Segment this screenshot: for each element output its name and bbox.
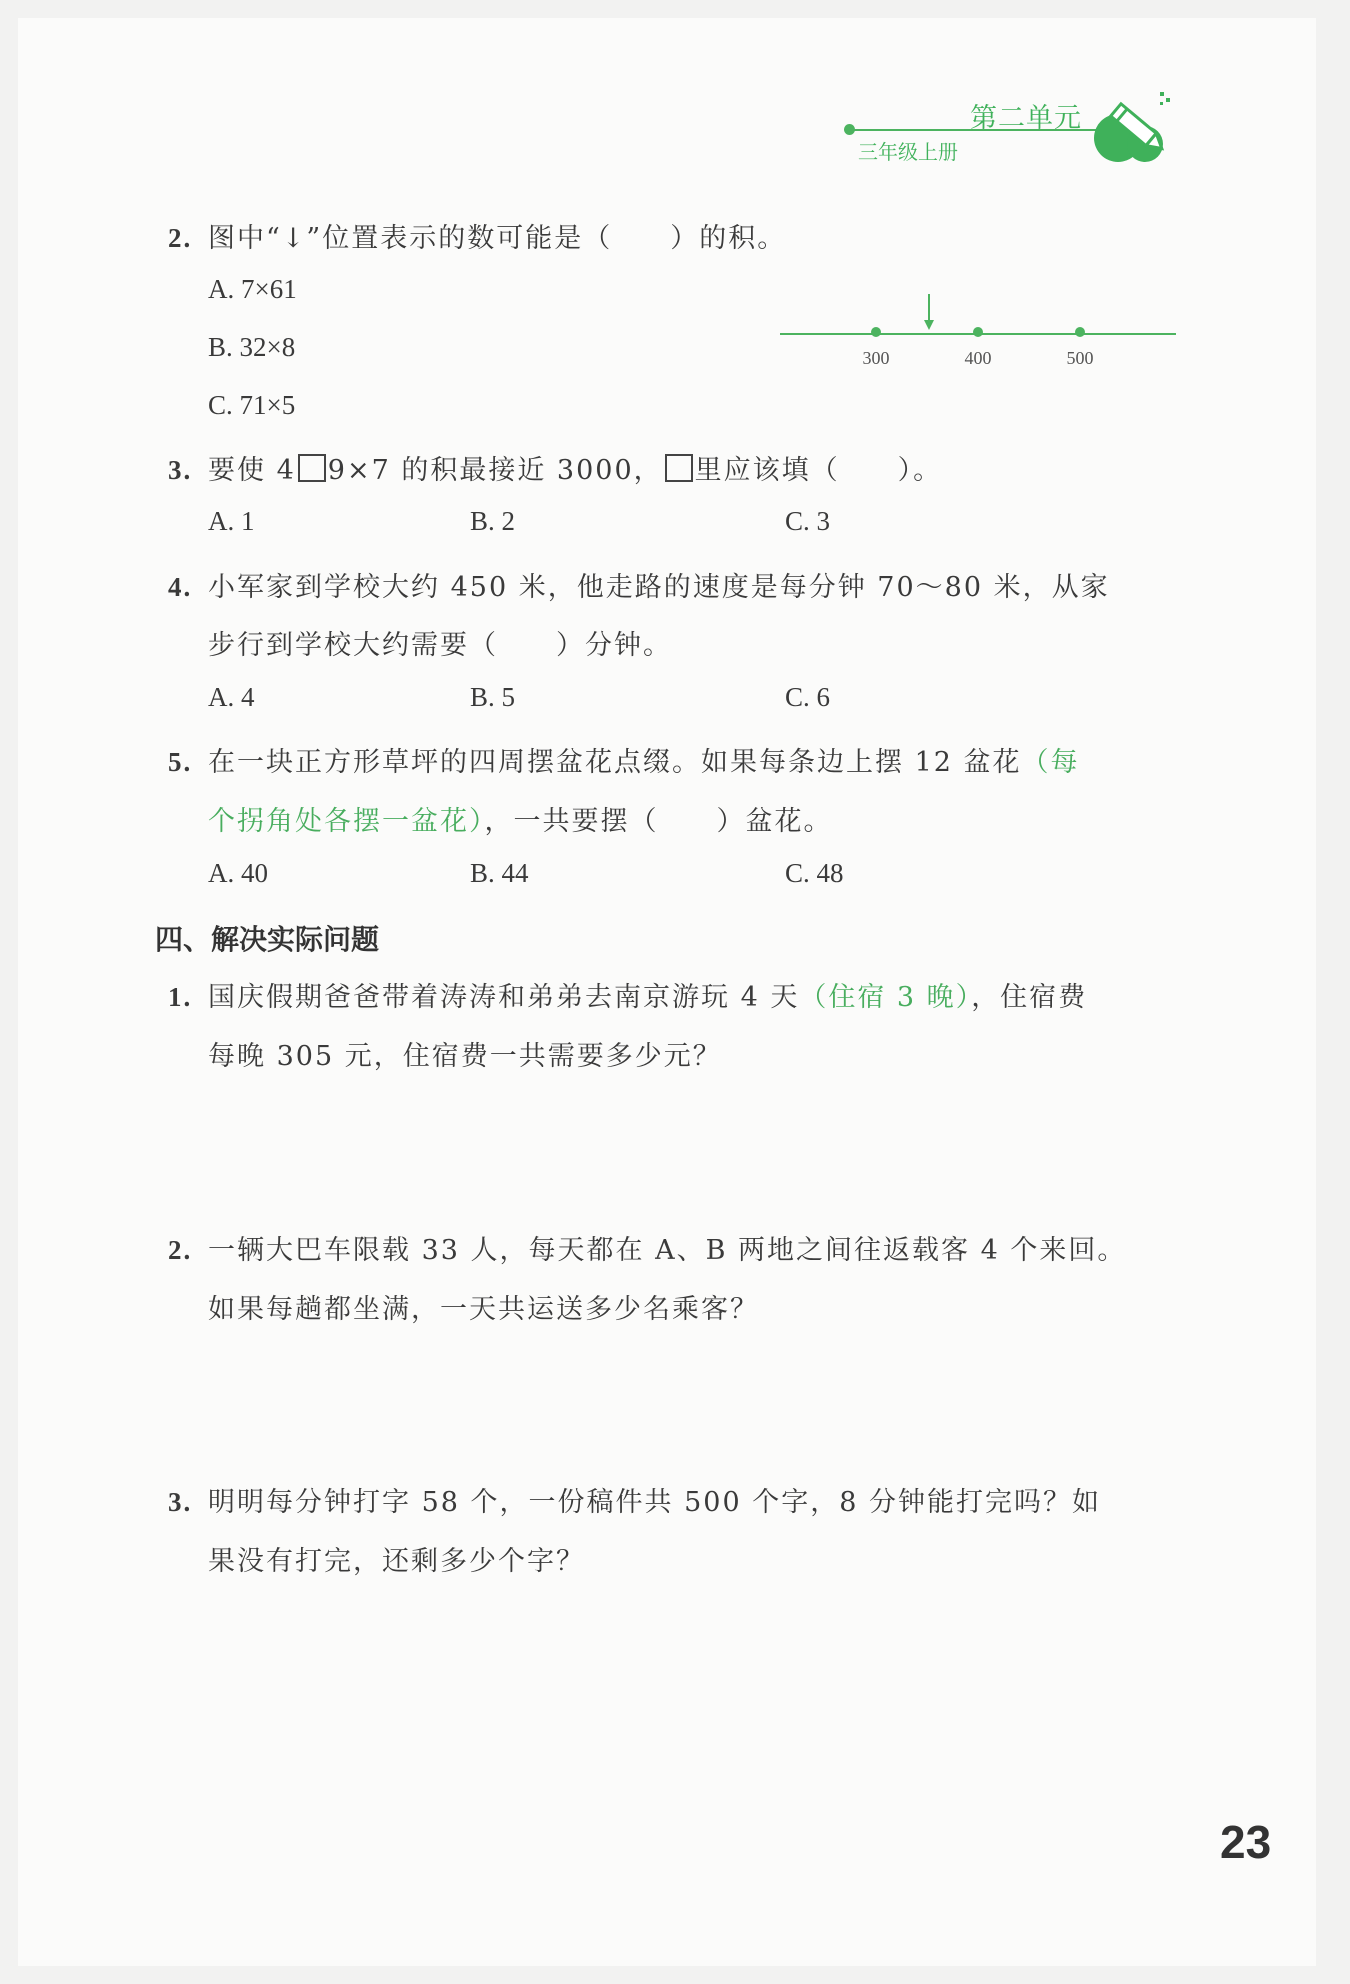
tick-dot-400 xyxy=(973,327,983,337)
problem-1-line-2: 每晚 305 元，住宿费一共需要多少元？ xyxy=(208,1041,722,1072)
question-4-line-2: 步行到学校大约需要（ ）分钟。 xyxy=(208,630,672,661)
question-number: 2. xyxy=(168,223,193,253)
problem-number: 2. xyxy=(168,1235,193,1265)
question-text-part-2: 9×7 的积最接近 3000， xyxy=(327,455,663,486)
tick-dot-500 xyxy=(1075,327,1085,337)
q2-option-c: C. 71×5 xyxy=(208,390,296,420)
problem-2-line-2: 如果每趟都坐满，一天共运送多少名乘客？ xyxy=(208,1294,759,1325)
q4-option-b: B. 5 xyxy=(470,682,516,712)
problem-text-line-1: 明明每分钟打字 58 个，一份稿件共 500 个字，8 分钟能打完吗？如 xyxy=(208,1487,1101,1518)
question-text: 图中“↓”位置表示的数可能是（ ）的积。 xyxy=(208,223,787,254)
question-3 xyxy=(168,448,942,487)
blank-box xyxy=(298,454,326,482)
pencil-logo-icon xyxy=(1090,88,1180,168)
problem-3 xyxy=(168,1480,1101,1519)
q2-option-a: A. 7×61 xyxy=(208,274,297,304)
q2-option-b: B. 32×8 xyxy=(208,332,296,362)
grade-label: 三年级上册 xyxy=(858,140,958,164)
tick-label-300: 300 xyxy=(862,348,890,368)
down-arrow-icon xyxy=(924,294,934,330)
tick-label-500: 500 xyxy=(1066,348,1094,368)
tick-label-400: 400 xyxy=(964,348,992,368)
q4-option-a: A. 4 xyxy=(208,682,255,712)
question-number: 4. xyxy=(168,572,193,602)
problem-3-line-2: 果没有打完，还剩多少个字？ xyxy=(208,1546,585,1577)
q5-option-b: B. 44 xyxy=(470,858,529,888)
question-5-line-2 xyxy=(208,799,833,838)
hint-text: （每 xyxy=(1021,747,1080,778)
question-4 xyxy=(168,565,1110,604)
q5-option-a: A. 40 xyxy=(208,858,268,888)
problem-text-line-1: 一辆大巴车限载 33 人，每天都在 A、B 两地之间往返载客 4 个来回。 xyxy=(208,1235,1127,1266)
problem-text-part-1: 国庆假期爸爸带着涛涛和弟弟去南京游玩 4 天 xyxy=(208,982,800,1013)
problem-text-part-2: ，住宿费 xyxy=(971,982,1088,1013)
page-number: 23 xyxy=(1220,1816,1272,1868)
q3-option-a: A. 1 xyxy=(208,506,255,536)
q5-option-c: C. 48 xyxy=(785,858,844,888)
blank-box xyxy=(665,454,693,482)
hint-text: （住宿 3 晚） xyxy=(799,982,972,1013)
number-line xyxy=(780,290,1180,380)
q4-option-c: C. 6 xyxy=(785,682,831,712)
question-text-line-2: ，一共要摆（ ）盆花。 xyxy=(484,806,833,837)
section-title: 四、解决实际问题 xyxy=(155,923,380,956)
question-5 xyxy=(168,740,1080,779)
question-text-part-3: 里应该填（ ）。 xyxy=(694,455,943,486)
unit-title: 第二单元 xyxy=(970,103,1082,134)
question-text-line-1: 在一块正方形草坪的四周摆盆花点缀。如果每条边上摆 12 盆花 xyxy=(208,747,1022,778)
question-2 xyxy=(168,216,786,255)
question-number: 5. xyxy=(168,747,193,777)
unit-header xyxy=(840,88,1180,178)
problem-number: 3. xyxy=(168,1487,193,1517)
tick-dot-300 xyxy=(871,327,881,337)
question-text-line-1: 小军家到学校大约 450 米，他走路的速度是每分钟 70～80 米，从家 xyxy=(208,572,1110,603)
q3-option-c: C. 3 xyxy=(785,506,831,536)
question-number: 3. xyxy=(168,455,193,485)
hint-text: 个拐角处各摆一盆花） xyxy=(208,806,485,837)
q3-option-b: B. 2 xyxy=(470,506,516,536)
problem-1 xyxy=(168,975,1087,1014)
question-text-part-1: 要使 4 xyxy=(208,455,296,486)
problem-2 xyxy=(168,1228,1126,1267)
problem-number: 1. xyxy=(168,982,193,1012)
